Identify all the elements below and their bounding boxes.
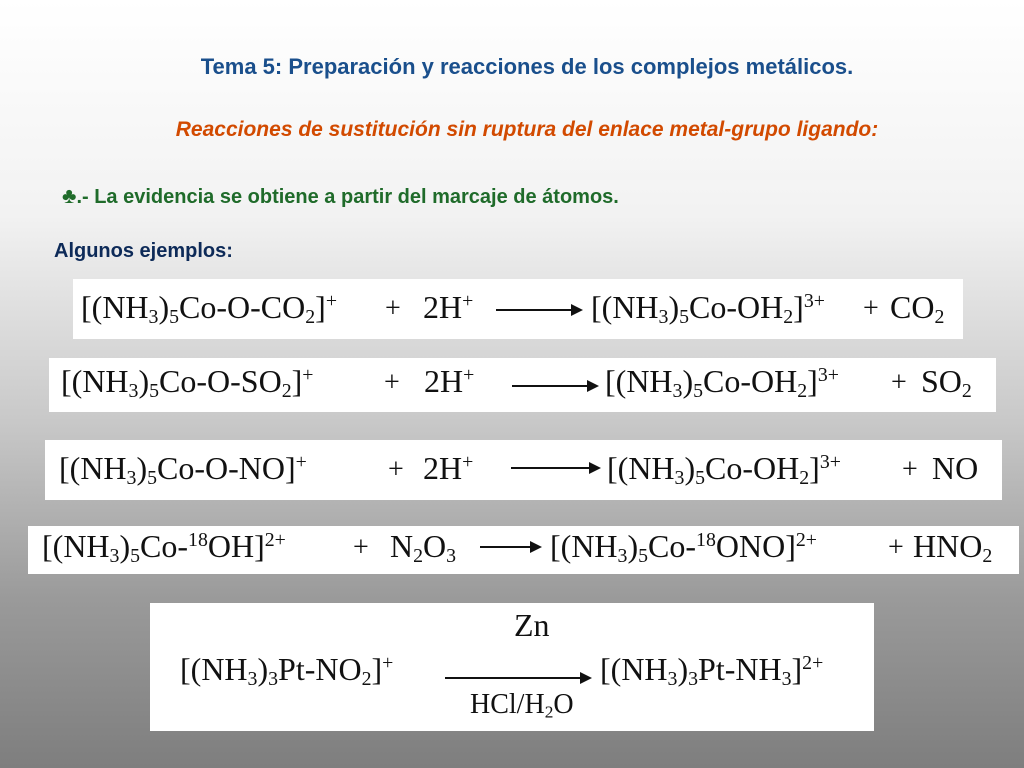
product-complex: $[(NH_3)_3Pt-NH_3]^{2+}$ [600, 651, 824, 690]
reaction-box-5 [150, 603, 874, 731]
catalyst-bottom: HCl/$H_2O$ [470, 689, 574, 722]
plus-sign: + [891, 367, 907, 398]
reagent: 2H+ [423, 450, 474, 486]
product-complex: $[(NH_3)_5Co-OH_2]^{3+}$ [605, 363, 839, 402]
reaction-arrow [511, 467, 599, 469]
reactant-complex: $[(NH_3)_3Pt-NO_2]^+$ [180, 651, 394, 690]
reagent: 2H+ [424, 363, 475, 399]
plus-sign: + [388, 454, 404, 485]
reaction-arrow [480, 546, 540, 548]
reagent: $N_2O_3$ [390, 528, 457, 567]
product-complex: $[(NH_3)_5Co-^{18}ONO]^{2+}$ [550, 528, 817, 567]
slide-subtitle: Reacciones de sustitución sin ruptura del enlace metal-grupo ligando: [175, 118, 879, 141]
reaction-arrow [496, 309, 581, 311]
byproduct: $SO_2$ [921, 363, 972, 402]
reaction-box-1 [73, 279, 963, 339]
bullet-line [62, 183, 619, 209]
club-icon: ♣ [62, 183, 77, 208]
reaction-box-3 [45, 440, 1002, 500]
byproduct: NO [932, 450, 979, 486]
reactant-complex: $[(NH_3)_5Co-O-SO_2]^+$ [61, 363, 314, 402]
reaction-arrow [445, 677, 590, 679]
product-complex: $[(NH_3)_5Co-OH_2]^{3+}$ [607, 450, 841, 489]
examples-heading: Algunos ejemplos: [54, 240, 233, 262]
slide-title: Tema 5: Preparación y reacciones de los complejos metálicos. [200, 54, 854, 79]
reactant-complex: $[(NH_3)_5Co-O-CO_2]^+$ [81, 289, 338, 328]
plus-sign: + [385, 293, 401, 324]
reagent: 2H+ [423, 289, 474, 325]
reactant-complex: $[(NH_3)_5Co-^{18}OH]^{2+}$ [42, 528, 286, 567]
plus-sign: + [353, 532, 369, 563]
reaction-box-2 [49, 358, 996, 412]
byproduct: $CO_2$ [890, 289, 945, 328]
catalyst-top: Zn [514, 607, 550, 643]
reaction-box-4 [28, 526, 1019, 574]
bullet-text: .- La evidencia se obtiene a partir del marcaje de átomos. [76, 186, 619, 208]
plus-sign: + [384, 367, 400, 398]
plus-sign: + [902, 454, 918, 485]
plus-sign: + [888, 532, 904, 563]
byproduct: $HNO_2$ [913, 528, 993, 567]
reaction-arrow [512, 385, 597, 387]
plus-sign: + [863, 293, 879, 324]
product-complex: $[(NH_3)_5Co-OH_2]^{3+}$ [591, 289, 825, 328]
reactant-complex: $[(NH_3)_5Co-O-NO]^+$ [59, 450, 307, 489]
